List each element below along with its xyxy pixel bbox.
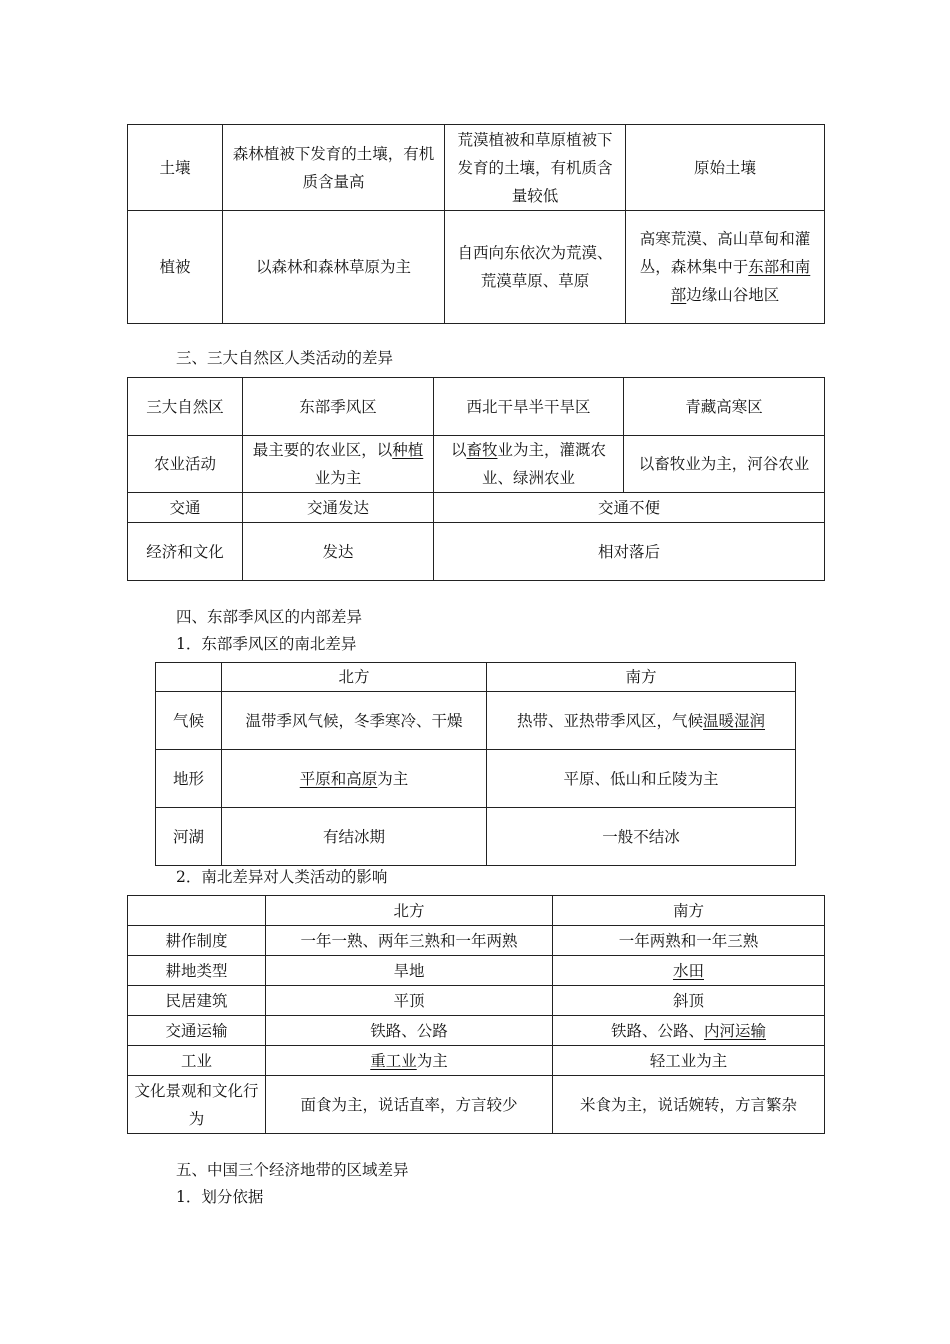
cell-terrain-north [222,750,487,808]
text-part: 业为主，灌溉农业、绿洲农业 [481,441,607,487]
cell-vegetation-northwest: 自西向东依次为荒漠、荒漠草原、草原 [445,211,626,324]
cell-rivers-south: 一般不结冰 [487,808,796,866]
cell-vegetation-qinghai-tibet [626,211,825,324]
header-south: 南方 [487,663,796,692]
human-activity-impact-table [127,895,825,1134]
header-qinghai-tibet: 青藏高寒区 [624,378,825,436]
section-4-subheading-2: 2．南北差异对人类活动的影响 [176,868,388,886]
table-row [128,1076,825,1134]
cell-south [553,956,825,986]
cell-north: 铁路、公路 [266,1016,553,1046]
table-row [156,808,796,866]
cell-north: 旱地 [266,956,553,986]
text-part: 边缘山谷地区 [686,286,780,304]
table-row [128,523,825,581]
table-row [156,750,796,808]
text-part: 以 [450,441,467,459]
text-part: 最主要的农业区，以 [252,441,393,459]
underlined-text: 内河运输 [704,1021,767,1040]
underlined-text: 温暖湿润 [703,711,766,730]
cell-climate-north: 温带季风气候，冬季寒冷、干燥 [222,692,487,750]
cell-agri-east [243,436,434,493]
cell-south: 斜顶 [553,986,825,1016]
underlined-text: 畜牧 [466,441,498,459]
text-part: 铁路、公路、 [610,1021,704,1040]
cell-transport-others: 交通不便 [434,493,825,523]
row-label-economy: 经济和文化 [128,523,243,581]
header-south: 南方 [553,896,825,926]
cell-soil-qinghai-tibet: 原始土壤 [626,125,825,211]
underlined-text: 重工业 [370,1051,417,1070]
row-label-soil: 土壤 [128,125,223,211]
cell-climate-south [487,692,796,750]
cell-rivers-north: 有结冰期 [222,808,487,866]
table-row [128,1046,825,1076]
section-5-subheading-1: 1．划分依据 [176,1188,264,1206]
section-5-title: 五、中国三个经济地带的区域差异 [176,1161,409,1179]
cell-south: 一年两熟和一年三熟 [553,926,825,956]
row-label-agriculture: 农业活动 [128,436,243,493]
underlined-text: 水田 [672,961,704,980]
north-south-differences-table [155,662,796,866]
cell-agri-qinghai-tibet: 以畜牧业为主，河谷农业 [624,436,825,493]
table-row [128,896,825,926]
row-label-farmland-type: 耕地类型 [128,956,266,986]
table-row [128,926,825,956]
header-north: 北方 [266,896,553,926]
table-row [156,663,796,692]
table-row [128,956,825,986]
row-label-industry: 工业 [128,1046,266,1076]
cell-economy-others: 相对落后 [434,523,825,581]
cell-north [266,1046,553,1076]
row-label-climate: 气候 [156,692,222,750]
table-row [128,436,825,493]
cell-transport-east: 交通发达 [243,493,434,523]
header-empty [156,663,222,692]
text-part: 高寒荒漠、高山草甸和灌丛，森林集中于 [639,230,811,276]
row-label-vegetation: 植被 [128,211,223,324]
underlined-text: 东部和南部 [670,258,811,304]
underlined-text: 种植 [392,441,424,459]
cell-vegetation-east: 以森林和森林草原为主 [223,211,445,324]
cell-south: 轻工业为主 [553,1046,825,1076]
row-label-transport: 交通 [128,493,243,523]
header-empty [128,896,266,926]
header-east: 东部季风区 [243,378,434,436]
section-4-subheading-1: 1．东部季风区的南北差异 [176,635,357,653]
header-northwest: 西北干旱半干旱区 [434,378,624,436]
header-north: 北方 [222,663,487,692]
cell-soil-northwest: 荒漠植被和草原植被下发育的土壤，有机质含量较低 [445,125,626,211]
table-row [128,125,825,211]
cell-soil-east: 森林植被下发育的土壤，有机质含量高 [223,125,445,211]
cell-north: 面食为主，说话直率，方言较少 [266,1076,553,1134]
row-label-rivers: 河湖 [156,808,222,866]
section-4-title: 四、东部季风区的内部差异 [176,608,363,626]
human-activities-table [127,377,825,581]
table-row [156,692,796,750]
natural-regions-table-continued [127,124,825,324]
cell-agri-northwest [434,436,624,493]
table-row [128,211,825,324]
row-label-terrain: 地形 [156,750,222,808]
underlined-text: 平原和高原 [299,769,378,788]
table-row [128,1016,825,1046]
table-row [128,986,825,1016]
header-regions: 三大自然区 [128,378,243,436]
row-label-farming-system: 耕作制度 [128,926,266,956]
row-label-culture: 文化景观和文化行为 [128,1076,266,1134]
cell-north: 一年一熟、两年三熟和一年两熟 [266,926,553,956]
text-part: 为主 [377,769,409,788]
section-3-title: 三、三大自然区人类活动的差异 [176,349,394,367]
cell-economy-east: 发达 [243,523,434,581]
row-label-housing: 民居建筑 [128,986,266,1016]
cell-north: 平顶 [266,986,553,1016]
table-row [128,378,825,436]
cell-south: 米食为主，说话婉转，方言繁杂 [553,1076,825,1134]
text-part: 热带、亚热带季风区，气候 [516,711,703,730]
text-part: 业为主 [314,469,362,487]
cell-south [553,1016,825,1046]
row-label-transport: 交通运输 [128,1016,266,1046]
text-part: 为主 [416,1051,448,1070]
cell-terrain-south: 平原、低山和丘陵为主 [487,750,796,808]
table-row [128,493,825,523]
